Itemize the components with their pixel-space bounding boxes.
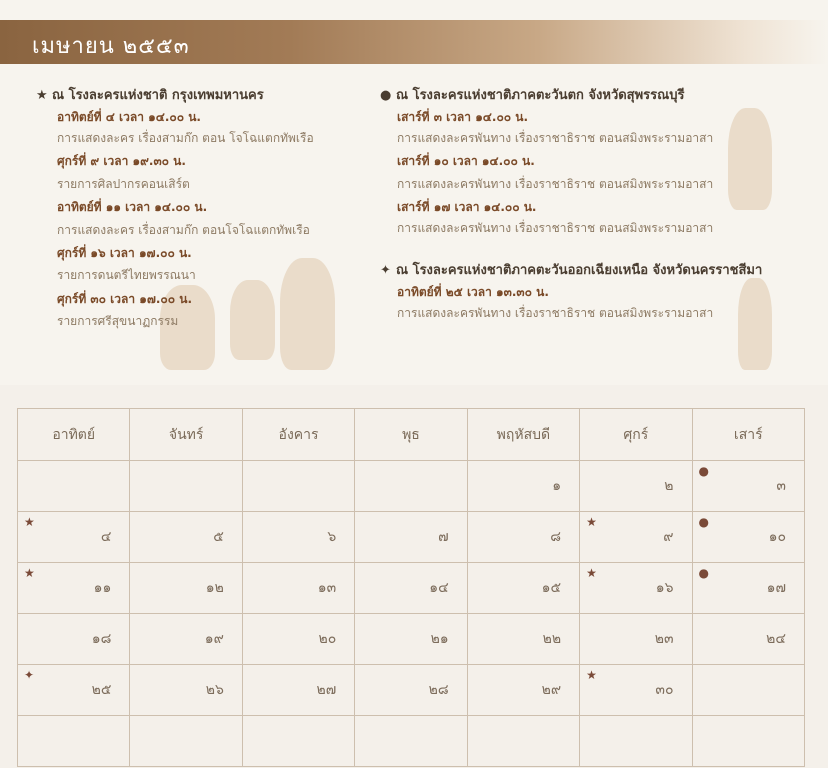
calendar-day-cell — [130, 461, 242, 512]
day-number: ๓๐ — [655, 682, 674, 698]
day-number: ๒๒ — [542, 631, 562, 647]
event-marker-icon: ● — [698, 566, 710, 580]
calendar-week-row — [18, 665, 805, 716]
calendar-week-row — [18, 461, 805, 512]
day-number: ๙ — [663, 529, 674, 545]
circle-icon: ● — [380, 88, 392, 103]
calendar-day-cell — [18, 716, 130, 767]
calendar-day-cell — [130, 614, 242, 665]
dancer-silhouette-decoration — [738, 278, 772, 370]
calendar-day-cell — [355, 563, 467, 614]
calendar-day-cell — [355, 614, 467, 665]
event-time: ศุกร์ที่ ๙ เวลา ๑๙.๓๐ น. — [57, 154, 186, 168]
day-number: ๑๐ — [768, 529, 786, 545]
event-desc: การแสดงละครพันทาง เรื่องราชาธิราช ตอนสมิงพระรามอาสา — [397, 177, 714, 191]
day-number: ๗ — [438, 529, 449, 545]
event-time: ศุกร์ที่ ๓๐ เวลา ๑๗.๐๐ น. — [57, 292, 193, 306]
weekday-header: เสาร์ — [692, 409, 804, 461]
event-desc: การแสดงละครพันทาง เรื่องราชาธิราช ตอนสมิงพระรามอาสา — [397, 131, 714, 145]
calendar-day-cell — [580, 512, 692, 563]
calendar-day-cell — [355, 665, 467, 716]
dancer-silhouette-decoration — [280, 258, 335, 370]
calendar-day-cell — [467, 716, 579, 767]
weekday-header: พฤหัสบดี — [467, 409, 579, 461]
venue-label: ณ โรงละครแห่งชาติ กรุงเทพมหานคร — [52, 88, 264, 103]
weekday-header: ศุกร์ — [580, 409, 692, 461]
event-time: เสาร์ที่ ๑๗ เวลา ๑๔.๐๐ น. — [397, 200, 537, 214]
day-number: ๘ — [550, 529, 562, 545]
four-point-star-icon: ✦ — [380, 263, 391, 278]
event-time: ศุกร์ที่ ๑๖ เวลา ๑๗.๐๐ น. — [57, 246, 192, 260]
weekday-header: อาทิตย์ — [18, 409, 130, 461]
venue-nakhon-ratchasima — [380, 259, 762, 280]
event-time: อาทิตย์ที่ ๔ เวลา ๑๔.๐๐ น. — [57, 110, 201, 124]
event-desc: การแสดงละครพันทาง เรื่องราชาธิราช ตอนสมิงพระรามอาสา — [397, 306, 714, 320]
calendar-day-cell — [692, 461, 804, 512]
day-number: ๑๕ — [541, 580, 562, 596]
venue-bangkok — [36, 84, 264, 105]
day-number: ๕ — [213, 529, 224, 545]
event-marker-icon: ★ — [24, 566, 35, 580]
weekday-header-row — [18, 409, 805, 461]
month-calendar — [17, 408, 805, 767]
event-marker-icon: ✦ — [24, 668, 35, 682]
calendar-day-cell — [130, 716, 242, 767]
calendar-day-cell — [355, 461, 467, 512]
dancer-silhouette-decoration — [230, 280, 275, 360]
calendar-day-cell — [18, 614, 130, 665]
calendar-day-cell — [580, 563, 692, 614]
calendar-day-cell — [130, 512, 242, 563]
calendar-week-row — [18, 614, 805, 665]
event-marker-icon: ★ — [24, 515, 35, 529]
day-number: ๒๗ — [316, 682, 337, 698]
calendar-day-cell — [242, 461, 354, 512]
day-number: ๑๓ — [317, 580, 337, 596]
weekday-header: พุธ — [355, 409, 467, 461]
day-number: ๑๔ — [429, 580, 449, 596]
calendar-day-cell — [18, 461, 130, 512]
event-marker-icon: ★ — [586, 566, 597, 580]
calendar-day-cell — [18, 512, 130, 563]
day-number: ๑๖ — [655, 580, 674, 596]
calendar-day-cell — [580, 614, 692, 665]
calendar-day-cell — [580, 665, 692, 716]
day-number: ๔ — [100, 529, 112, 545]
day-number: ๒๔ — [766, 631, 786, 647]
day-number: ๑๙ — [204, 631, 224, 647]
day-number: ๒๑ — [430, 631, 449, 647]
month-title: เมษายน ๒๕๕๓ — [32, 34, 190, 59]
day-number: ๖ — [327, 529, 337, 545]
day-number: ๒๖ — [205, 682, 224, 698]
calendar-day-cell — [467, 563, 579, 614]
calendar-day-cell — [467, 614, 579, 665]
event-time: อาทิตย์ที่ ๑๑ เวลา ๑๔.๐๐ น. — [57, 200, 208, 214]
calendar-day-cell — [242, 716, 354, 767]
day-number: ๓ — [776, 478, 786, 494]
event-time: อาทิตย์ที่ ๒๕ เวลา ๑๓.๓๐ น. — [397, 285, 549, 299]
calendar-day-cell — [242, 665, 354, 716]
event-desc: รายการศิลปากรคอนเสิร์ต — [57, 177, 190, 191]
event-desc: รายการดนตรีไทยพรรณนา — [57, 268, 196, 282]
calendar-week-row — [18, 563, 805, 614]
event-marker-icon: ● — [698, 515, 710, 529]
event-desc: การแสดงละคร เรื่องสามก๊ก ตอนโจโฉแตกทัพเรือ — [57, 223, 310, 237]
venue-suphanburi — [380, 84, 684, 105]
day-number: ๑๑ — [93, 580, 112, 596]
calendar-day-cell — [242, 614, 354, 665]
weekday-header: อังคาร — [242, 409, 354, 461]
day-number: ๑๒ — [205, 580, 224, 596]
day-number: ๒๓ — [654, 631, 674, 647]
calendar-day-cell — [692, 665, 804, 716]
day-number: ๑ — [552, 478, 562, 494]
day-number: ๒ — [664, 478, 674, 494]
event-marker-icon: ● — [698, 464, 710, 478]
calendar-day-cell — [467, 665, 579, 716]
day-number: ๒๕ — [91, 682, 112, 698]
calendar-week-row — [18, 716, 805, 767]
calendar-day-cell — [130, 665, 242, 716]
calendar-day-cell — [242, 512, 354, 563]
event-desc: การแสดงละครพันทาง เรื่องราชาธิราช ตอนสมิงพระรามอาสา — [397, 221, 714, 235]
day-number: ๑๘ — [91, 631, 112, 647]
calendar-week-row — [18, 512, 805, 563]
calendar-day-cell — [18, 665, 130, 716]
calendar-day-cell — [692, 716, 804, 767]
calendar-day-cell — [580, 461, 692, 512]
calendar-day-cell — [580, 716, 692, 767]
calendar-day-cell — [355, 716, 467, 767]
star-icon: ★ — [36, 88, 48, 103]
weekday-header: จันทร์ — [130, 409, 242, 461]
calendar-day-cell — [355, 512, 467, 563]
calendar-day-cell — [467, 512, 579, 563]
day-number: ๑๗ — [766, 580, 786, 596]
event-desc: รายการศรีสุขนาฏกรรม — [57, 314, 179, 328]
event-marker-icon: ★ — [586, 515, 597, 529]
dancer-silhouette-decoration — [728, 108, 772, 210]
calendar-day-cell — [130, 563, 242, 614]
event-time: เสาร์ที่ ๑๐ เวลา ๑๔.๐๐ น. — [397, 154, 535, 168]
calendar-day-cell — [242, 563, 354, 614]
day-number: ๒๐ — [318, 631, 337, 647]
venue-label: ณ โรงละครแห่งชาติภาคตะวันตก จังหวัดสุพรรณบุรี — [396, 88, 685, 103]
calendar-day-cell — [18, 563, 130, 614]
venue-label: ณ โรงละครแห่งชาติภาคตะวันออกเฉียงเหนือ จังหวัดนครราชสีมา — [396, 263, 763, 278]
calendar-day-cell — [692, 512, 804, 563]
event-desc: การแสดงละคร เรื่องสามก๊ก ตอน โจโฉแตกทัพเรือ — [57, 131, 314, 145]
calendar-day-cell — [692, 614, 804, 665]
day-number: ๒๘ — [428, 682, 449, 698]
calendar-day-cell — [467, 461, 579, 512]
calendar-day-cell — [692, 563, 804, 614]
event-marker-icon: ★ — [586, 668, 597, 682]
day-number: ๒๙ — [541, 682, 562, 698]
event-time: เสาร์ที่ ๓ เวลา ๑๔.๐๐ น. — [397, 110, 529, 124]
